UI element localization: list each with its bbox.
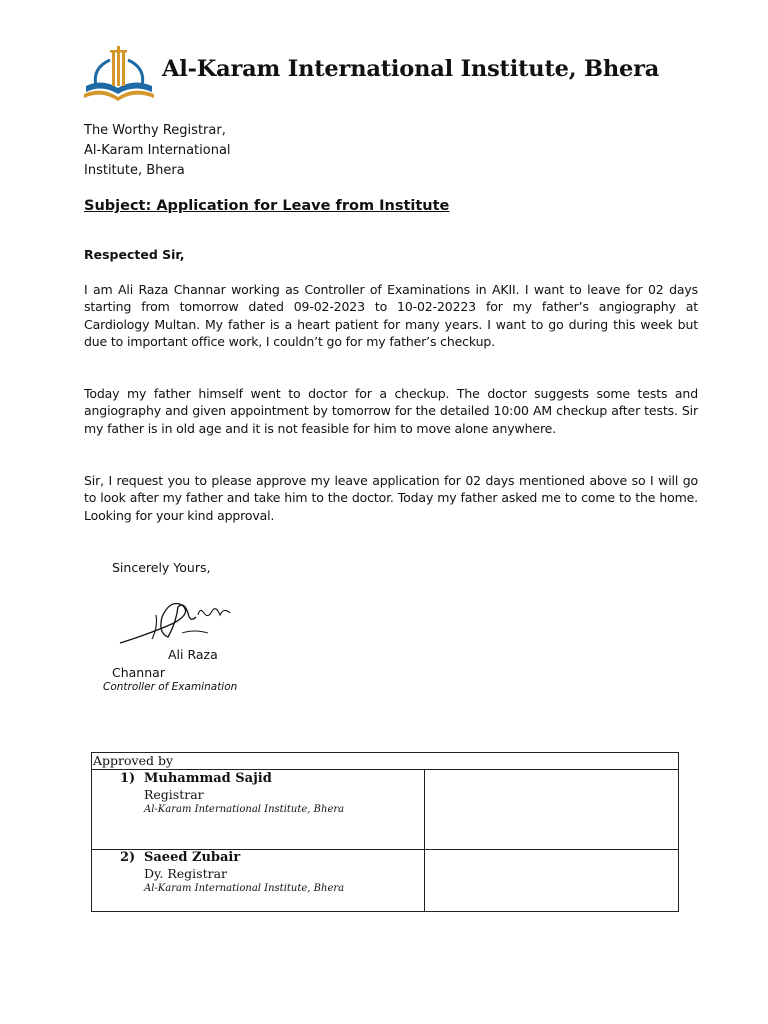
body-paragraph: I am Ali Raza Channar working as Controller of Examinations in AKII. I want to leave for 02 days starting from tomorrow dated 09-02-2023 to 10-02-20223 for my father’s angiography at Cardiology Multan. My father is a heart patient for many years. I want to go during this week but due to important office work, I couldn’t go for my father’s checkup.: [84, 282, 698, 349]
body-paragraph: Today my father himself went to doctor for a checkup. The doctor suggests some tests and angiography and given appointment by tomorrow for the detailed 10:00 AM checkup after tests. Sir my father is in old age and it is not feasible for him to move alone anywhere.: [84, 386, 698, 436]
approval-table: [91, 752, 679, 912]
approval-header: Approved by: [92, 753, 678, 770]
approver-signature-cell: [425, 850, 678, 911]
recipient-address: [84, 121, 231, 181]
address-line: The Worthy Registrar,: [84, 123, 226, 138]
institute-name: Al-Karam International Institute, Bhera: [162, 56, 660, 82]
address-line: Institute, Bhera: [84, 163, 185, 178]
subject-line: Subject: Application for Leave from Institute: [84, 198, 450, 214]
sign-off: Sincerely Yours,: [112, 560, 211, 575]
approver-org: Al-Karam International Institute, Bhera: [144, 883, 345, 894]
handwritten-signature-icon: [112, 593, 242, 653]
salutation: Respected Sir,: [84, 247, 185, 262]
signer-role: Controller of Examination: [103, 681, 238, 693]
letterhead: [82, 40, 702, 110]
approver-org: Al-Karam International Institute, Bhera: [144, 804, 345, 815]
approver-number: 1): [120, 771, 136, 786]
approver-signature-cell: [425, 770, 678, 849]
approver-name: Saeed Zubair: [144, 850, 241, 865]
approver-name: Muhammad Sajid: [144, 771, 272, 786]
body-paragraph: Sir, I request you to please approve my leave application for 02 days mentioned above so I will go to look after my father and take him to the doctor. Today my father asked me to come to the home. Looking for your kind approval.: [84, 473, 698, 523]
address-line: Al-Karam International: [84, 143, 231, 158]
signer-name-line: Ali Raza: [168, 647, 218, 662]
approver-title: Dy. Registrar: [144, 866, 228, 881]
signer-name-line: Channar: [112, 665, 165, 680]
book-tower-logo-icon: [82, 42, 156, 108]
approver-title: Registrar: [144, 787, 204, 802]
approver-number: 2): [120, 850, 136, 865]
